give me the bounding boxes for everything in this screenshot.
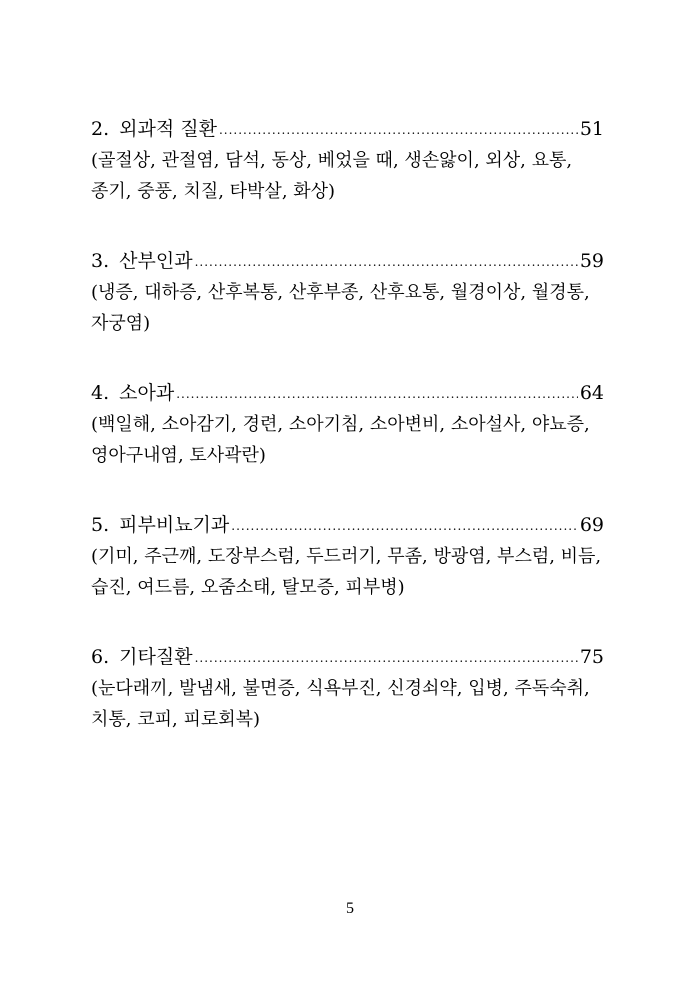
toc-entry-page: 75: [579, 646, 604, 668]
toc-entry-heading[interactable]: [91, 245, 604, 277]
toc-entry-number: 6.: [91, 646, 110, 668]
toc-entry-description: (골절상, 관절염, 담석, 동상, 베었을 때, 생손앓이, 외상, 요통, 종기, 중풍, 치질, 타박살, 화상): [91, 150, 573, 202]
toc-entry-page: 59: [579, 250, 604, 272]
toc-entry-page: 51: [579, 118, 604, 140]
dot-leader: [176, 378, 578, 410]
table-of-contents: [91, 113, 604, 773]
dot-leader: [219, 114, 578, 146]
toc-entry-heading[interactable]: [91, 641, 604, 673]
toc-entry-title: 기타질환: [119, 646, 193, 668]
toc-entry-other-diseases: [91, 641, 604, 735]
toc-entry-title: 소아과: [119, 382, 175, 404]
dot-leader: [195, 246, 578, 278]
toc-entry-number: 5.: [91, 514, 110, 536]
toc-entry-description: (냉증, 대하증, 산후복통, 산후부종, 산후요통, 월경이상, 월경통, 자궁염): [91, 282, 590, 334]
toc-entry-description: (눈다래끼, 발냄새, 불면증, 식욕부진, 신경쇠약, 입병, 주독숙취, 치통, 코피, 피로회복): [91, 678, 590, 730]
dot-leader: [231, 510, 578, 542]
toc-entry-description: (기미, 주근깨, 도장부스럼, 두드러기, 무좀, 방광염, 부스럼, 비듬, 습진, 여드름, 오줌소태, 탈모증, 피부병): [91, 546, 602, 598]
toc-entry-number: 2.: [91, 118, 110, 140]
toc-entry-title: 산부인과: [119, 250, 193, 272]
toc-entry-pediatrics: [91, 377, 604, 471]
toc-entry-title: 피부비뇨기과: [119, 514, 230, 536]
toc-entry-heading[interactable]: [91, 509, 604, 541]
toc-entry-title: 외과적 질환: [119, 118, 217, 140]
toc-entry-page: 69: [579, 514, 604, 536]
toc-entry-number: 3.: [91, 250, 110, 272]
toc-entry-page: 64: [579, 382, 604, 404]
toc-entry-obstetrics: [91, 245, 604, 339]
toc-entry-heading[interactable]: [91, 377, 604, 409]
toc-entry-surgical: [91, 113, 604, 207]
page-number: 5: [346, 900, 354, 917]
dot-leader: [195, 642, 578, 674]
toc-entry-number: 4.: [91, 382, 110, 404]
toc-entry-heading[interactable]: [91, 113, 604, 145]
toc-entry-description: (백일해, 소아감기, 경련, 소아기침, 소아변비, 소아설사, 야뇨증, 영아구내염, 토사곽란): [91, 414, 590, 466]
toc-entry-dermatology-urology: [91, 509, 604, 603]
